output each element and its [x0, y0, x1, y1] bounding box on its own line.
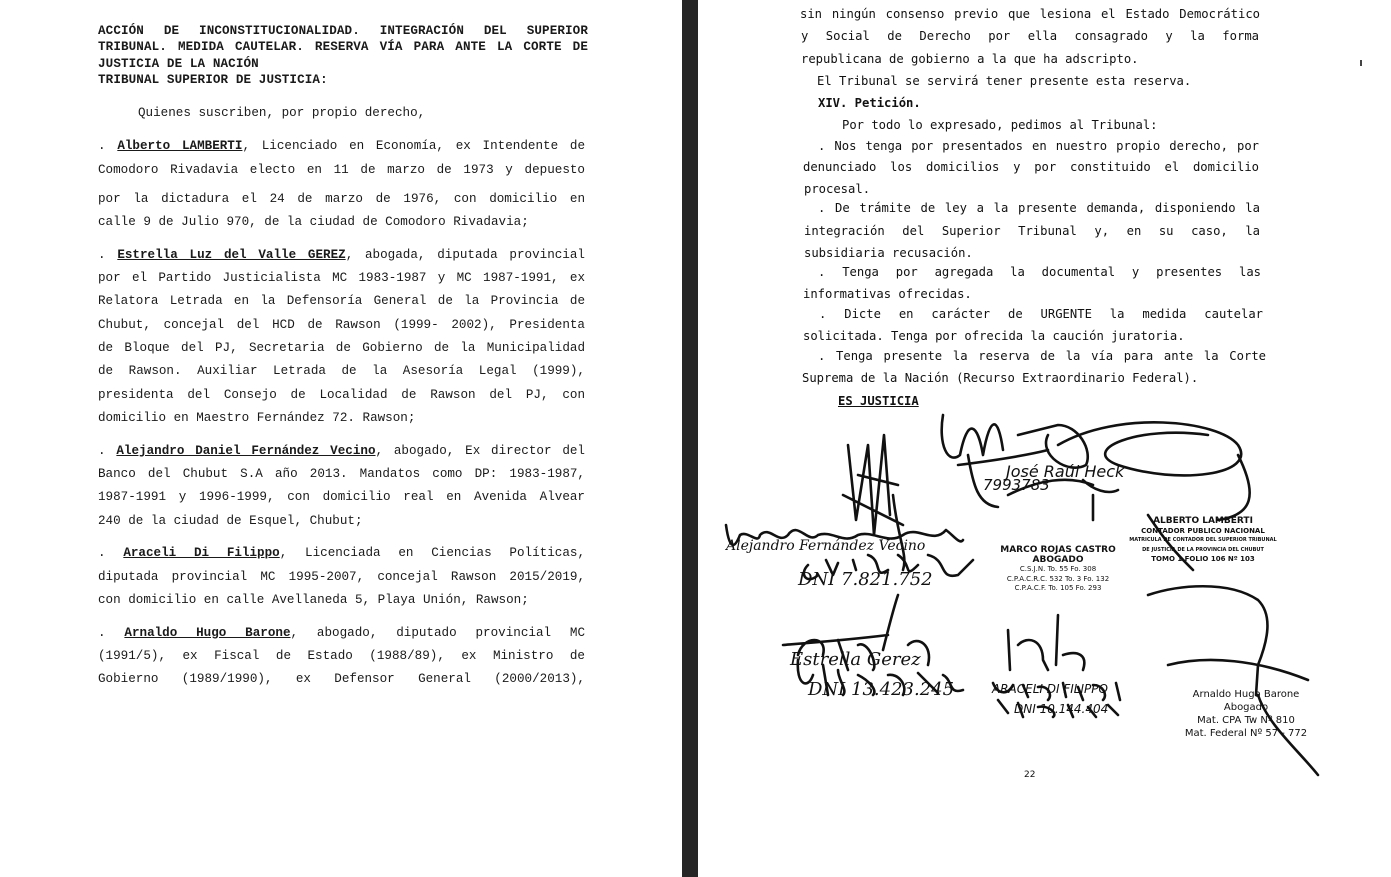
party-lamberti-line-3: por la dictadura el 24 de marzo de 1976, con domicilio en	[98, 192, 585, 206]
petition-line-1: sin ningún consenso previo que lesiona el Estado Democrático	[800, 7, 1260, 21]
party-fernandez-line-1: . Alejandro Daniel Fernández Vecino, abogado, Ex director del	[98, 444, 585, 458]
party-gerez-line-1: . Estrella Luz del Valle GEREZ, abogada, diputada provincial	[98, 248, 585, 262]
party-gerez-line-8: domicilio en Maestro Fernández 72. Rawson;	[98, 411, 416, 425]
party-difilippo-line-1: . Araceli Di Filippo, Licenciada en Ciencias Políticas,	[98, 546, 585, 560]
petition-item-1-line-3: procesal.	[804, 182, 871, 196]
petition-item-2-line-1: . De trámite de ley a la presente demanda, disponiendo la	[818, 201, 1260, 215]
petition-item-4-line-1: . Dicte en carácter de URGENTE la medida cautelar	[819, 307, 1263, 321]
heading-line-2: TRIBUNAL. MEDIDA CAUTELAR. RESERVA VÍA PARA ANTE LA CORTE DE	[98, 40, 588, 55]
svg-text:7993783: 7993783	[983, 476, 1050, 494]
party-gerez-line-3: Relatora Letrada en la Defensoría General de la Provincia de	[98, 294, 585, 308]
es-justicia: ES JUSTICIA	[838, 394, 919, 408]
svg-text:ARACELI DI FILIPPO: ARACELI DI FILIPPO	[992, 682, 1108, 696]
svg-text:22: 22	[1024, 770, 1036, 780]
petition-intro: Por todo lo expresado, pedimos al Tribunal:	[842, 118, 1158, 132]
document-heading	[98, 23, 588, 88]
intro-text: Quienes suscriben, por propio derecho,	[138, 106, 426, 120]
party-name: Alejandro Daniel Fernández Vecino	[116, 444, 376, 458]
party-difilippo-line-3: con domicilio en calle Avellaneda 5, Playa Unión, Rawson;	[98, 593, 529, 607]
svg-text:José Raúl Heck: José Raúl Heck	[1006, 462, 1125, 481]
left-page	[0, 0, 682, 877]
stamp-rojas-castro: MARCO ROJAS CASTRO ABOGADO C.S.J.N. To. 55 Fo. 308 C.P.A.C.R.C. 532 To. 3 Fo. 132 C.P.A.C.F. To. 105 Fo. 293	[1000, 545, 1116, 592]
svg-text:Estrella Gerez: Estrella Gerez	[790, 649, 921, 670]
petition-item-1-line-1: . Nos tenga por presentados en nuestro propio derecho, por	[818, 139, 1259, 153]
petition-line-4: El Tribunal se servirá tener presente esta reserva.	[817, 74, 1192, 88]
svg-text:DNI 10.144.404: DNI 10.144.404	[1014, 702, 1109, 716]
party-name: Estrella Luz del Valle GEREZ	[117, 248, 346, 262]
party-barone-line-3: Gobierno (1989/1990), ex Defensor General (2000/2013),	[98, 672, 585, 686]
section-heading-peticion: XIV. Petición.	[818, 96, 921, 110]
petition-item-3-line-2: informativas ofrecidas.	[803, 287, 972, 301]
party-lamberti-line-4: calle 9 de Julio 970, de la ciudad de Comodoro Rivadavia;	[98, 215, 529, 229]
heading-line-3: JUSTICIA DE LA NACIÓN	[98, 56, 259, 71]
party-fernandez-line-4: 240 de la ciudad de Esquel, Chubut;	[98, 514, 363, 528]
page-divider	[682, 0, 698, 877]
party-lamberti-line-1: . Alberto LAMBERTI, Licenciado en Economía, ex Intendente de	[98, 139, 586, 153]
svg-text:DNI 7.821.752: DNI 7.821.752	[798, 569, 933, 590]
petition-item-5-line-2: Suprema de la Nación (Recurso Extraordinario Federal).	[802, 371, 1199, 385]
party-gerez-line-6: de Rawson. Auxiliar Letrada de la Asesoría Legal (1999),	[98, 364, 585, 378]
svg-text:DNI 13.423.245: DNI 13.423.245	[808, 679, 955, 700]
party-barone-line-1: . Arnaldo Hugo Barone, abogado, diputado provincial MC	[98, 626, 585, 640]
scan-speck	[1360, 60, 1362, 66]
petition-item-4-line-2: solicitada. Tenga por ofrecida la caución juratoria.	[803, 329, 1185, 343]
stamp-lamberti: ALBERTO LAMBERTI CONTADOR PUBLICO NACIONAL MATRICULA DE CONTADOR DEL SUPERIOR TRIBUNAL DE JUSTICIA DE LA PROVINCIA DEL CHUBUT TOMO 1 FOLIO 106 Nº 103	[1129, 516, 1277, 563]
party-gerez-line-4: Chubut, concejal del HCD de Rawson (1999- 2002), Presidenta	[98, 318, 585, 332]
heading-line-4: TRIBUNAL SUPERIOR DE JUSTICIA:	[98, 72, 328, 87]
petition-item-2-line-3: subsidiaria recusación.	[804, 246, 973, 260]
party-fernandez-line-3: 1987-1991 y 1996-1999, con domicilio real en Avenida Alvear	[98, 490, 585, 504]
svg-text:Alejandro Fernández Vecino: Alejandro Fernández Vecino	[726, 538, 926, 554]
party-lamberti-line-2: Comodoro Rivadavia electo en 11 de marzo de 1973 y depuesto	[98, 163, 585, 177]
party-fernandez-line-2: Banco del Chubut S.A año 2013. Mandatos como DP: 1983-1987,	[98, 467, 585, 481]
party-gerez-line-2: por el Partido Justicialista MC 1983-1987 y MC 1987-1991, ex	[98, 271, 585, 285]
party-gerez-line-5: de Bloque del PJ, Secretaria de Gobierno de la Municipalidad	[98, 341, 585, 355]
party-name: Alberto LAMBERTI	[117, 139, 243, 153]
party-barone-line-2: (1991/5), ex Fiscal de Estado (1988/89), ex Ministro de	[98, 649, 585, 663]
heading-line-1: ACCIÓN DE INCONSTITUCIONALIDAD. INTEGRACIÓN DEL SUPERIOR	[98, 24, 588, 38]
petition-item-2-line-2: integración del Superior Tribunal y, en su caso, la	[804, 224, 1260, 238]
party-name: Araceli Di Filippo	[123, 546, 280, 560]
party-difilippo-line-2: diputada provincial MC 1995-2007, concejal Rawson 2015/2019,	[98, 570, 585, 584]
party-name: Arnaldo Hugo Barone	[124, 626, 291, 640]
stamp-barone: Arnaldo Hugo Barone Abogado Mat. CPA Tw Nº 810 Mat. Federal Nº 57 - 772	[1184, 689, 1308, 739]
petition-item-1-line-2: denunciado los domicilios y por constituido el domicilio	[803, 160, 1259, 174]
petition-line-2: y Social de Derecho por ella consagrado y la forma	[801, 29, 1259, 43]
party-gerez-line-7: presidenta del Consejo de Localidad de Rawson del PJ, con	[98, 388, 585, 402]
petition-line-3: republicana de gobierno a la que ha adscripto.	[801, 52, 1139, 66]
petition-item-5-line-1: . Tenga presente la reserva de la vía para ante la Corte	[818, 349, 1266, 363]
petition-item-3-line-1: . Tenga por agregada la documental y presentes las	[818, 265, 1261, 279]
